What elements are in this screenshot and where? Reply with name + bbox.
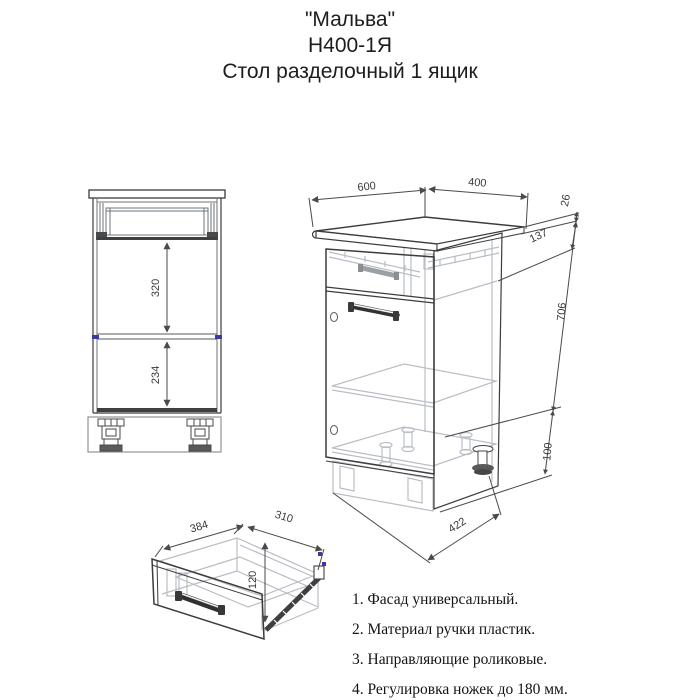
hinge-top: [331, 313, 338, 322]
note-item-2: 2. Материал ручки пластик.: [352, 621, 536, 638]
shelf-support-left: [92, 335, 99, 339]
title-series: "Мальва": [304, 8, 396, 31]
front-right-foot: [472, 446, 494, 476]
drawer-detail-view: [152, 509, 326, 639]
note-item-3: 3. Направляющие роликовые.: [352, 651, 548, 668]
note-item-4: 4. Регулировка ножек до 180 мм.: [352, 681, 568, 698]
dim-drawer-front-137: 137: [527, 226, 550, 246]
side-section-view: [88, 190, 225, 452]
hinge-bottom: [331, 426, 338, 435]
shelf-support-right: [215, 335, 222, 339]
dim-drawer-depth-384: 384: [188, 518, 210, 536]
dim-depth-600: 600: [356, 180, 377, 194]
perspective-view: [309, 176, 579, 563]
dim-top-thickness-26: 26: [559, 193, 574, 208]
dim-drawer-height-120: 120: [247, 570, 259, 590]
dim-width-400: 400: [467, 176, 487, 190]
drawer-ghost-box: [160, 538, 318, 631]
dim-floor-diagonal-422: 422: [446, 515, 469, 536]
adjustable-foot-right: [187, 419, 213, 451]
adjustable-foot-left: [98, 419, 124, 451]
dim-drawer-width-310: 310: [273, 508, 295, 526]
dim-body-height-706: 706: [555, 302, 569, 322]
note-item-1: 1. Фасад универсальный.: [352, 591, 519, 608]
door-handle: [348, 302, 399, 321]
dim-leg-height-100: 100: [541, 442, 555, 462]
title-description: Стол разделочный 1 ящик: [222, 60, 478, 83]
dim-side-320: 320: [150, 278, 162, 298]
dim-side-234: 234: [150, 365, 162, 385]
title-model: Н400-1Я: [307, 34, 393, 57]
notes-list: [352, 591, 652, 700]
